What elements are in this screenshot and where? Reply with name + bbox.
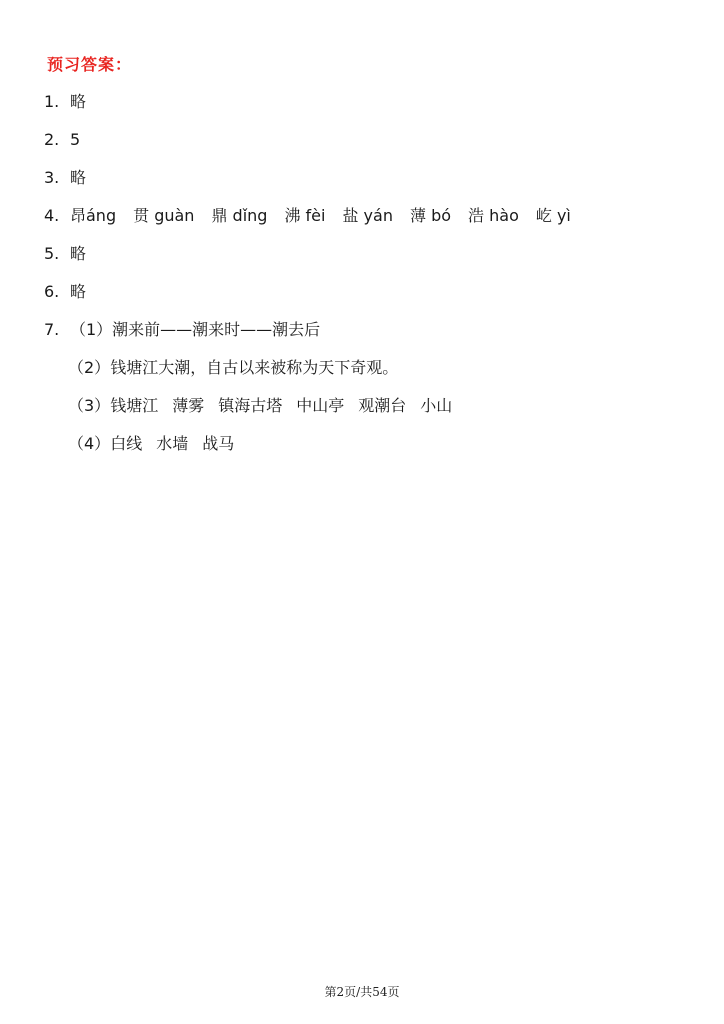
item-number: 4. — [44, 206, 60, 225]
pinyin-pair: 浩 hào — [468, 206, 519, 225]
pinyin-pair: 薄 bó — [409, 206, 452, 225]
answer-item-4 — [44, 205, 588, 227]
sub-text: 钱塘江大潮，自古以来被称为天下奇观。 — [110, 358, 399, 377]
sub-label: （2） — [68, 358, 111, 377]
sub-label: （3） — [68, 396, 111, 415]
item-number: 5. — [44, 244, 60, 263]
word: 中山亭 — [296, 396, 345, 415]
sub-answer-4 — [68, 433, 234, 455]
sub-label: （4） — [68, 434, 111, 453]
item-text: 5 — [70, 130, 81, 149]
item-number: 6. — [44, 282, 60, 301]
item-text: 略 — [70, 92, 87, 111]
answer-item-5 — [44, 243, 86, 265]
item-text: 略 — [70, 168, 87, 187]
word: 水墙 — [156, 434, 189, 453]
word: 薄雾 — [172, 396, 205, 415]
item-number: 7. — [44, 320, 60, 339]
section-title: 预习答案： — [47, 55, 133, 74]
answer-item-1 — [44, 91, 86, 113]
word: 白线 — [110, 434, 143, 453]
word: 观潮台 — [358, 396, 407, 415]
answer-item-6 — [44, 281, 86, 303]
pinyin-pair: 昂áng — [70, 206, 117, 225]
sub-answer-3 — [68, 395, 452, 417]
page-footer: 第2页/共54页 — [324, 985, 400, 999]
word: 镇海古塔 — [218, 396, 283, 415]
answer-item-3 — [44, 167, 86, 189]
word: 钱塘江 — [110, 396, 159, 415]
sub-answer-2 — [68, 357, 398, 379]
pinyin-pair: 贯 guàn — [133, 206, 195, 225]
item-text: 略 — [70, 244, 87, 263]
item-number: 3. — [44, 168, 60, 187]
answer-item-7 — [44, 319, 320, 341]
pinyin-pair: 沸 fèi — [284, 206, 326, 225]
pinyin-pair: 屹 yì — [535, 206, 571, 225]
word: 战马 — [202, 434, 235, 453]
item-number: 2. — [44, 130, 60, 149]
pinyin-pair: 盐 yán — [342, 206, 393, 225]
item-text: 略 — [70, 282, 87, 301]
item-text: （1）潮来前——潮来时——潮去后 — [70, 320, 321, 339]
answer-item-2 — [44, 129, 80, 151]
pinyin-pair: 鼎 dǐng — [211, 206, 268, 225]
word: 小山 — [420, 396, 453, 415]
item-number: 1. — [44, 92, 60, 111]
